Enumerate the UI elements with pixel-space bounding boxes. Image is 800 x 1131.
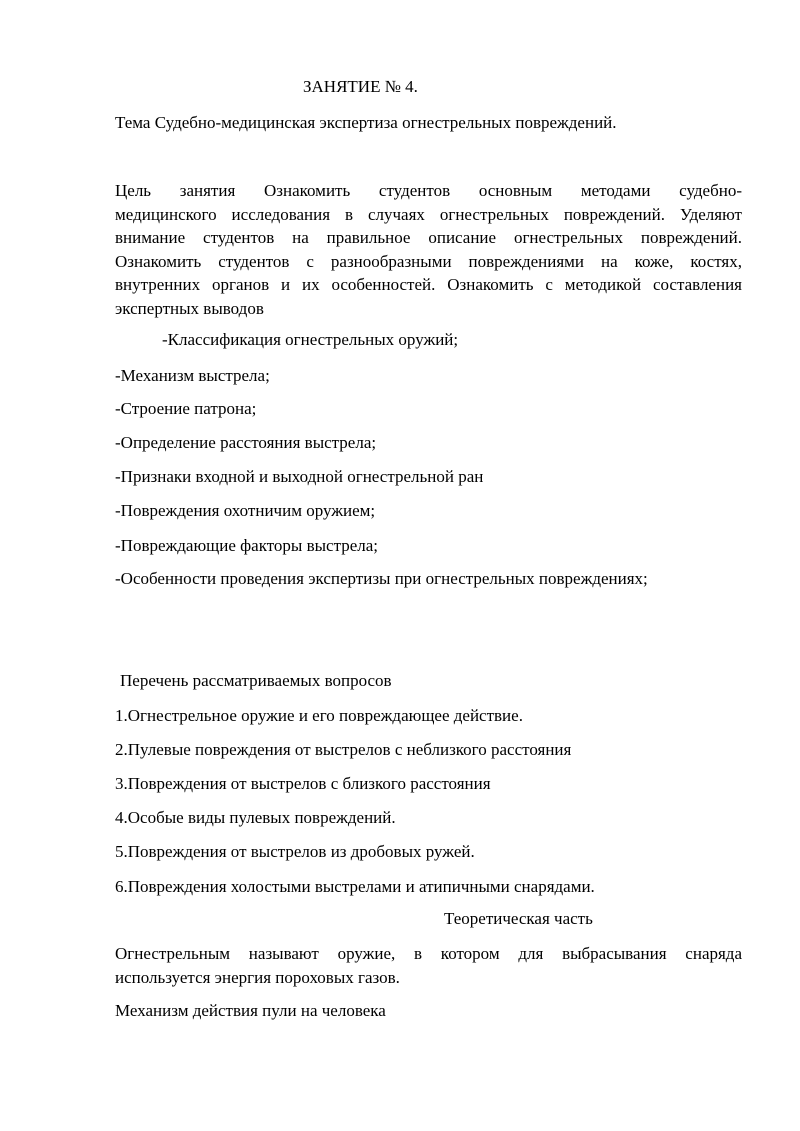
- topics-list-item: -Повреждения охотничим оружием;: [115, 501, 376, 520]
- question-item: 1.Огнестрельное оружие и его повреждающее действие.: [115, 706, 523, 725]
- theory-line: Огнестрельным называют оружие, в котором для выбрасывания снаряда: [115, 944, 742, 963]
- mechanism-heading: Механизм действия пули на человека: [115, 1001, 386, 1020]
- theory-line: используется энергия пороховых газов.: [115, 967, 400, 987]
- goal-line: Цель занятия Ознакомить студентов основным методами судебно-: [115, 181, 742, 200]
- question-item: 2.Пулевые повреждения от выстрелов с неблизкого расстояния: [115, 740, 572, 759]
- questions-heading: Перечень рассматриваемых вопросов: [120, 671, 392, 690]
- goal-line: экспертных выводов: [115, 298, 264, 318]
- goal-line: внимание студентов на правильное описание огнестрельных повреждений.: [115, 228, 742, 247]
- question-item: 4.Особые виды пулевых повреждений.: [115, 808, 396, 827]
- topics-list-item: -Строение патрона;: [115, 399, 257, 418]
- question-item: 5.Повреждения от выстрелов из дробовых ружей.: [115, 842, 475, 861]
- topics-list-item: -Классификация огнестрельных оружий;: [162, 330, 459, 349]
- lesson-title: ЗАНЯТИЕ № 4.: [303, 77, 418, 96]
- topics-list-item: -Определение расстояния выстрела;: [115, 433, 377, 452]
- topics-list-item: -Повреждающие факторы выстрела;: [115, 536, 379, 555]
- topics-list-item: -Признаки входной и выходной огнестрельной ран: [115, 467, 484, 486]
- goal-line: медицинского исследования в случаях огнестрельных повреждений. Уделяют: [115, 204, 742, 224]
- question-item: 6.Повреждения холостыми выстрелами и атипичными снарядами.: [115, 877, 595, 896]
- question-item: 3.Повреждения от выстрелов с близкого расстояния: [115, 774, 491, 793]
- goal-line: Ознакомить студентов с разнообразными повреждениями на коже, костях,: [115, 251, 742, 271]
- theory-paragraph: [115, 942, 742, 989]
- theory-heading: Теоретическая часть: [444, 909, 593, 928]
- goal-line: внутренних органов и их особенностей. Ознакомить с методикой составления: [115, 275, 742, 294]
- lesson-topic: Тема Судебно-медицинская экспертиза огнестрельных повреждений.: [115, 113, 617, 132]
- topics-list-item: -Особенности проведения экспертизы при огнестрельных повреждениях;: [115, 569, 648, 588]
- topics-list-item: -Механизм выстрела;: [115, 366, 270, 385]
- lesson-goal-paragraph: [115, 179, 742, 320]
